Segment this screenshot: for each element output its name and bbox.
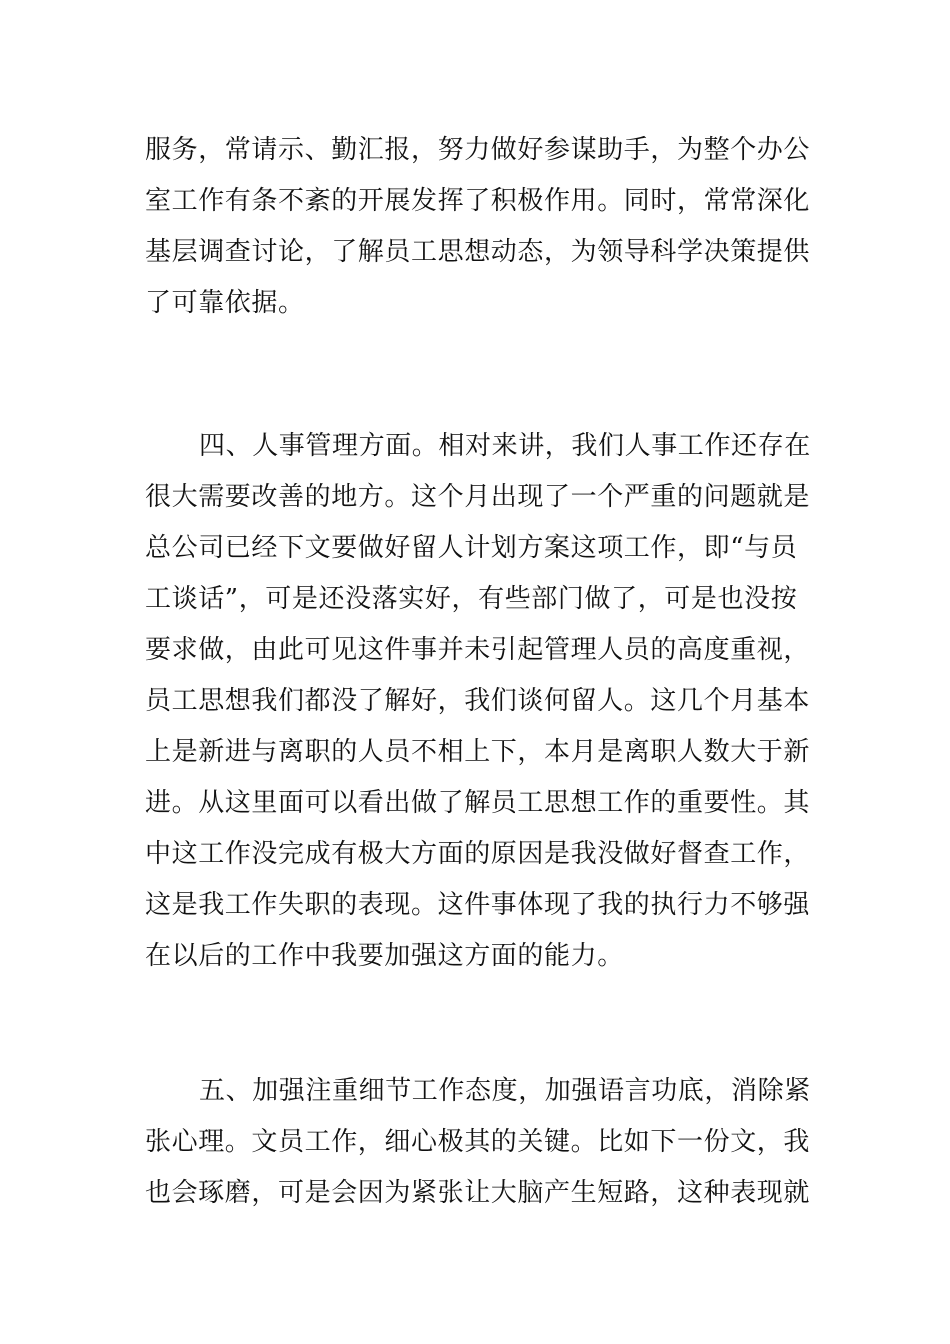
paragraph-hr-management: [145, 421, 810, 982]
paragraph-detail-attitude: [145, 1066, 810, 1219]
text-line: 了可靠依据。: [145, 288, 305, 318]
paragraph-service: [145, 125, 810, 329]
text-line: 上是新进与离职的人员不相上下，本月是离职人数大于新: [145, 737, 811, 767]
text-line: 中这工作没完成有极大方面的原因是我没做好督查工作，: [145, 839, 811, 869]
text-line: 室工作有条不紊的开展发挥了积极作用。同时，常常深化: [145, 186, 811, 216]
text-line: 总公司已经下文要做好留人计划方案这项工作，即“与员: [145, 533, 798, 563]
text-line: 很大需要改善的地方。这个月出现了一个严重的问题就是: [145, 482, 811, 512]
text-line: 员工思想我们都没了解好，我们谈何留人。这几个月基本: [145, 686, 811, 716]
text-line: 也会琢磨，可是会因为紧张让大脑产生短路，这种表现就: [145, 1178, 811, 1208]
text-line: 服务，常请示、勤汇报，努力做好参谋助手，为整个办公: [145, 135, 811, 165]
text-line: 在以后的工作中我要加强这方面的能力。: [145, 941, 624, 971]
text-line: 张心理。文员工作，细心极其的关键。比如下一份文，我: [145, 1127, 811, 1157]
text-line: 这是我工作失职的表现。这件事体现了我的执行力不够强: [145, 890, 811, 920]
text-line: 四、人事管理方面。相对来讲，我们人事工作还存在: [199, 431, 811, 461]
text-line: 工谈话”，可是还没落实好，有些部门做了，可是也没按: [145, 584, 798, 614]
text-line: 进。从这里面可以看出做了解员工思想工作的重要性。其: [145, 788, 811, 818]
text-line: 五、加强注重细节工作态度，加强语言功底，消除紧: [199, 1076, 811, 1106]
text-line: 基层调查讨论，了解员工思想动态，为领导科学决策提供: [145, 237, 811, 267]
text-line: 要求做，由此可见这件事并未引起管理人员的高度重视，: [145, 635, 811, 665]
